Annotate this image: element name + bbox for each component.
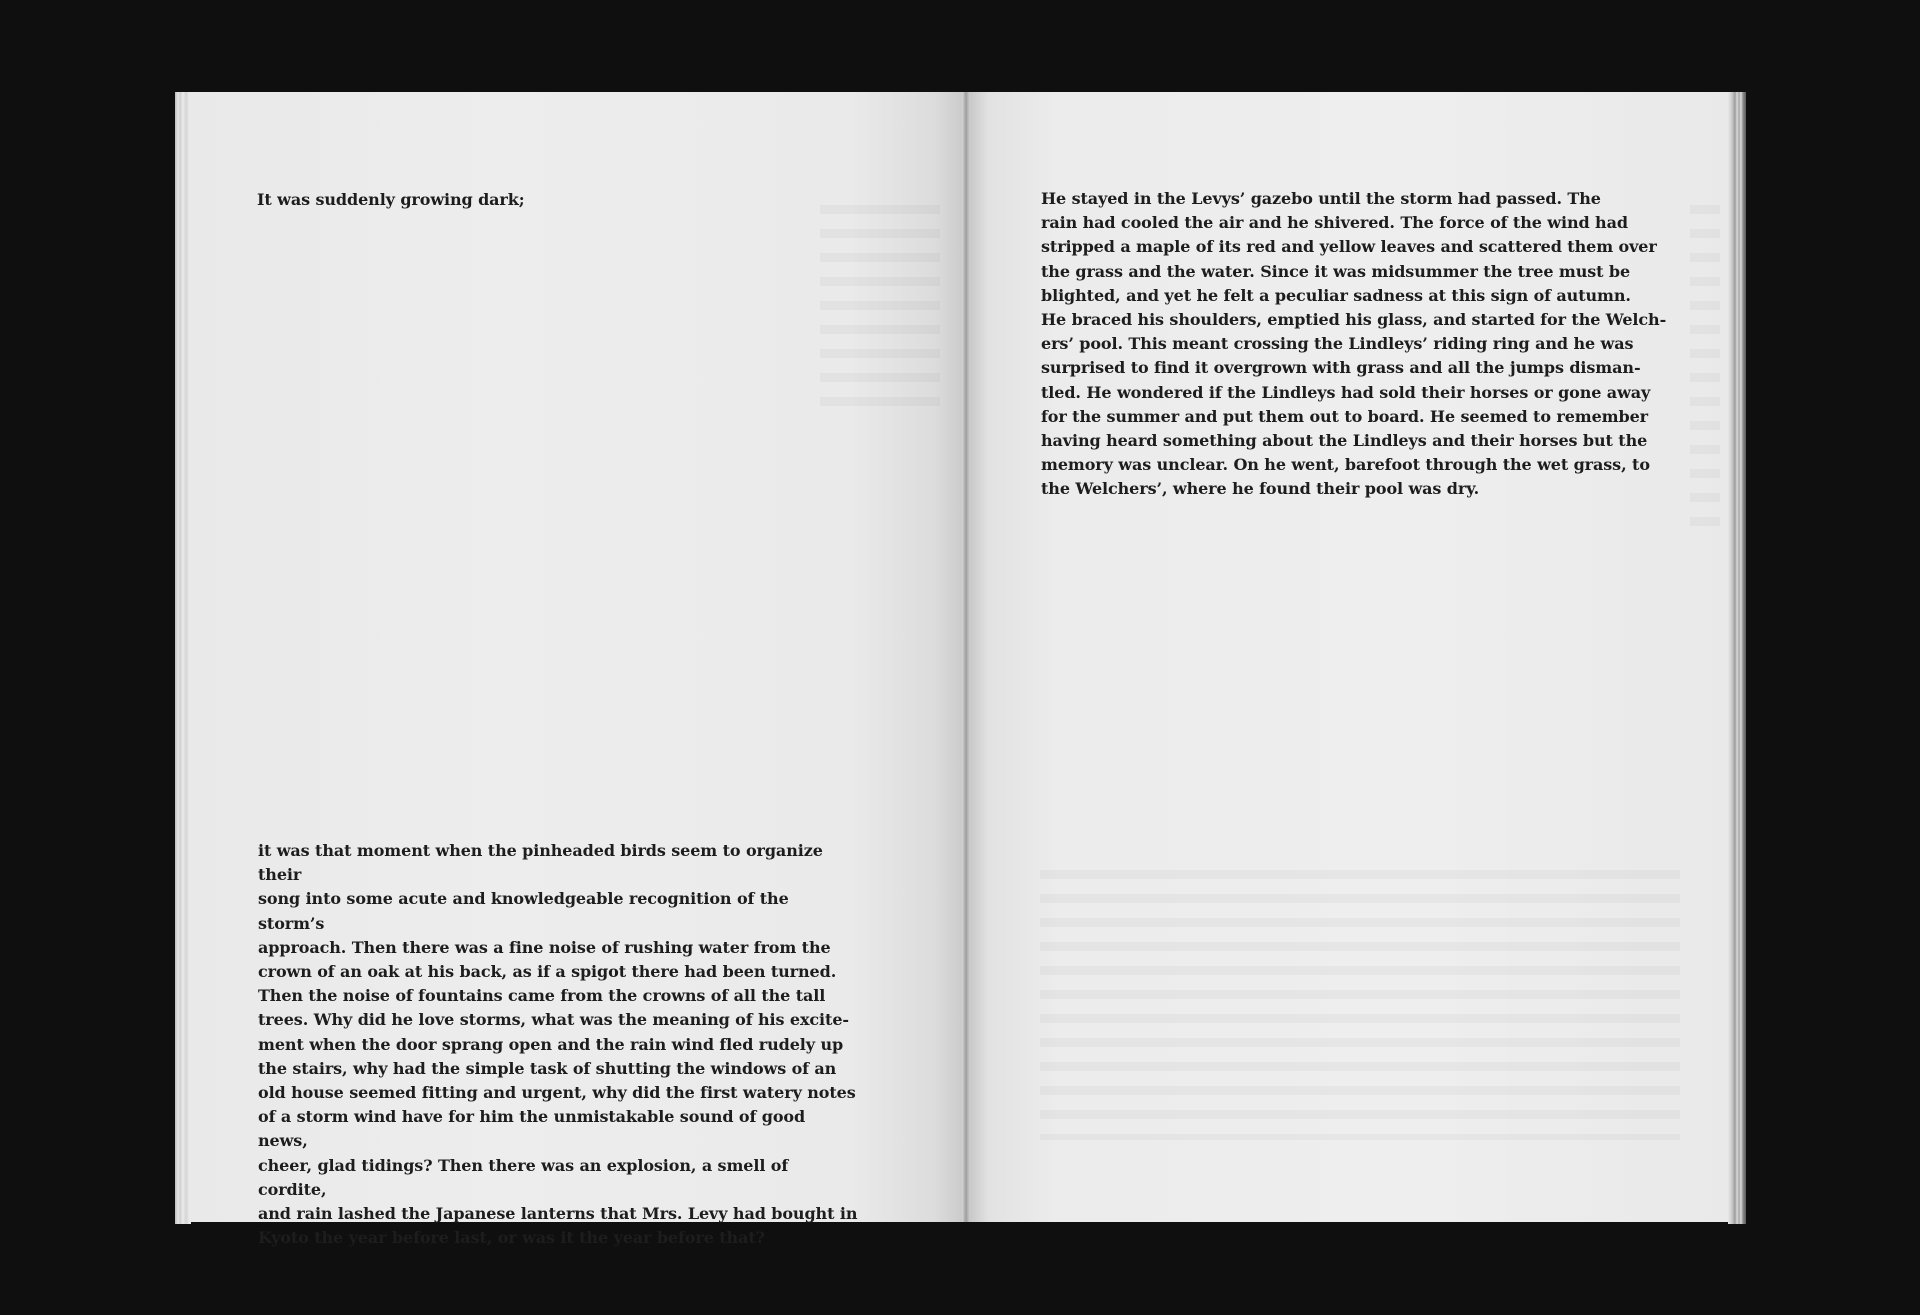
left-page-stack-edge bbox=[175, 92, 191, 1224]
left-page-paragraph: it was that moment when the pinheaded birds seem to organize their song into some acute and knowledgeable recognition of the storm’s approach. Then there was a fine noise of rushing water from the crown of an oak at his back, as if a spigot there had been turned. Then the noise of fountains came from the crowns of all the tall trees. Why did he love storms, what was the meaning of his excite- ment when the door sprang open and the rain wind fled rudely up the stairs, why had the simple task of shutting the windows of an old house seemed fitting and urgent, why did the first watery notes of a storm wind have for him the unmistakable sound of good news, cheer, glad tidings? Then there was an explosion, a smell of cordite, and rain lashed the Japanese lanterns that Mrs. Levy had bought in Kyoto the year before last, or was it the year before that? bbox=[258, 841, 858, 1248]
right-page-stack-edge bbox=[1728, 92, 1746, 1224]
right-page-paragraph: He stayed in the Levys’ gazebo until the storm had passed. The rain had cooled the air and he shivered. The force of the wind had stripped a maple of its red and yellow leaves and scattered them over the grass and the water. Since it was midsummer the tree must be blighted, and yet he felt a peculiar sadness at this sign of autumn. He braced his shoulders, emptied his glass, and started for the Welch- ers’ pool. This meant crossing the Lindleys’ riding ring and he was surprised to find it overgrown with grass and all the jumps disman- tled. He wondered if the Lindleys had sold their horses or gone away for the summer and put them out to board. He seemed to remember having heard something about the Lindleys and their horses but the memory was unclear. On he went, barefoot through the wet grass, to the Welchers’, where he found their pool was dry. bbox=[1041, 189, 1667, 499]
show-through-right-top bbox=[1690, 205, 1720, 535]
left-page-opening-line: It was suddenly growing dark; bbox=[257, 190, 525, 209]
book-gutter bbox=[962, 92, 970, 1222]
show-through-right-bottom bbox=[1040, 870, 1680, 1140]
show-through-left bbox=[820, 205, 940, 420]
